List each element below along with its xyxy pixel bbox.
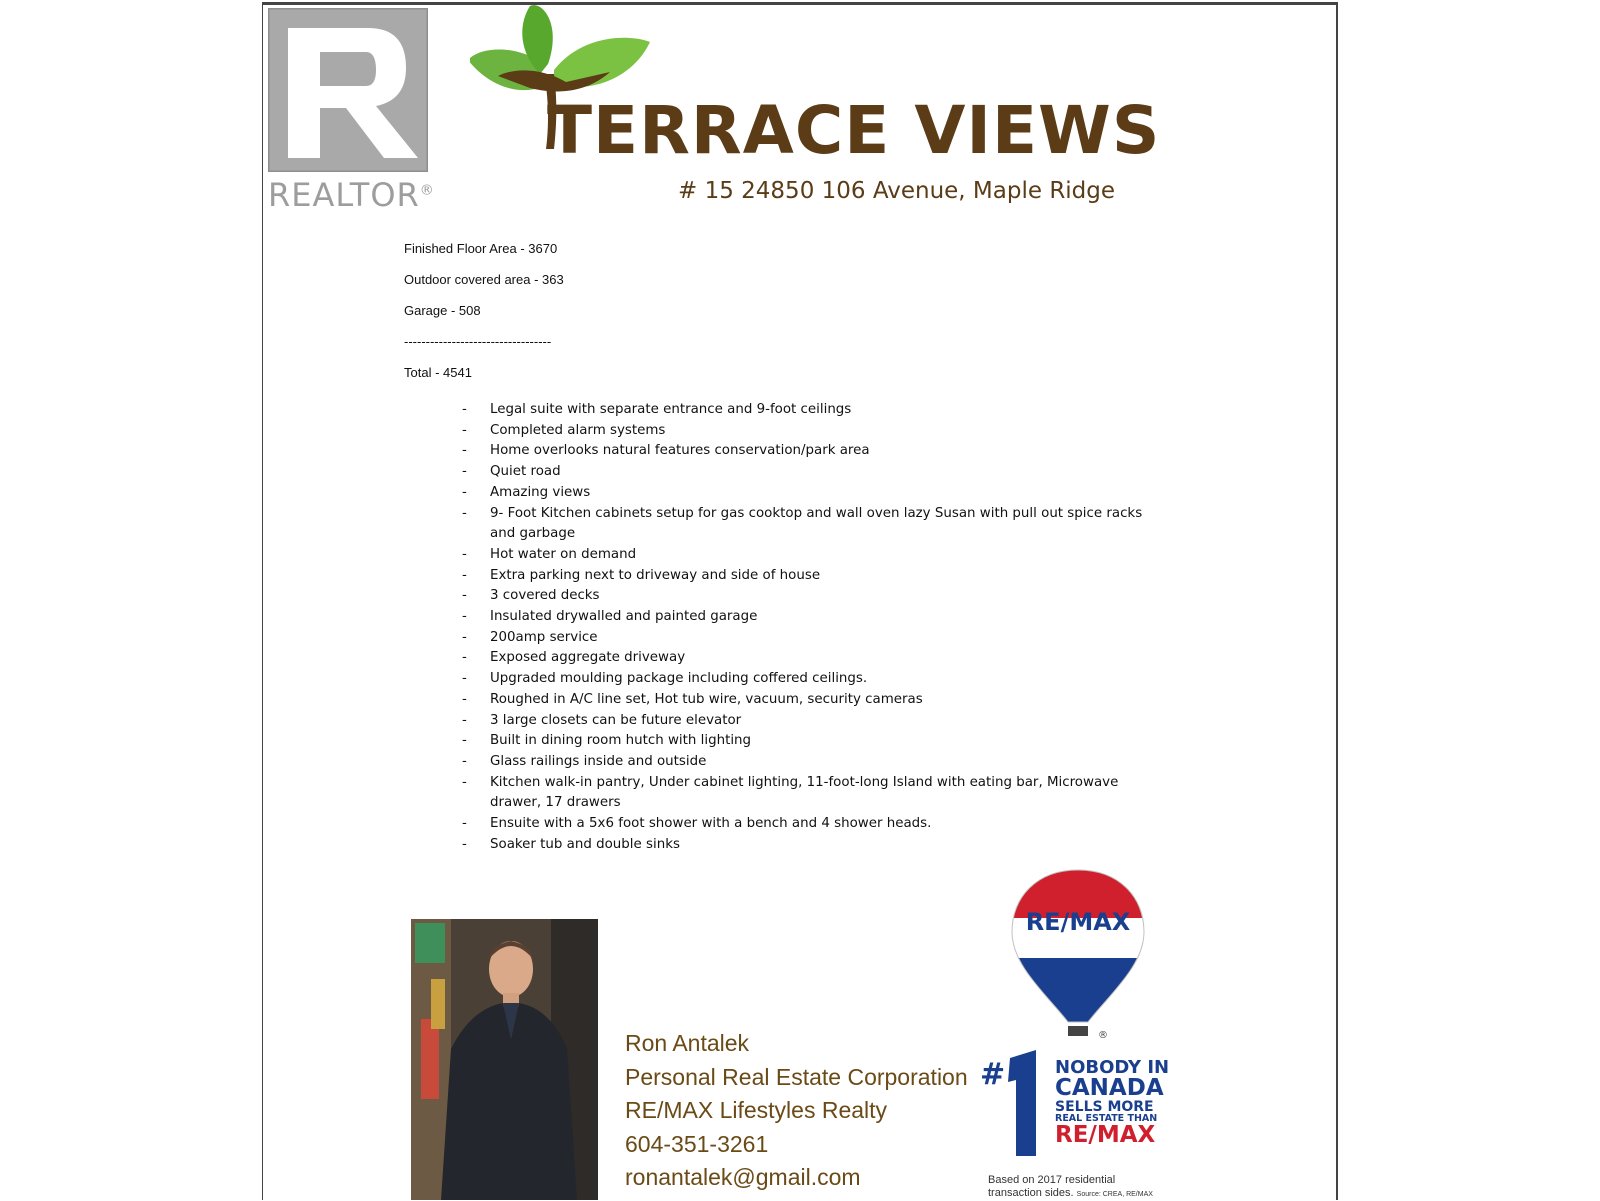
feature-item: - 3 large closets can be future elevator bbox=[460, 711, 1160, 732]
feature-list bbox=[460, 400, 1160, 855]
nobody-line5: RE/MAX bbox=[1055, 1121, 1156, 1148]
feature-item: - Extra parking next to driveway and side of house bbox=[460, 566, 1160, 587]
feature-item: - Insulated drywalled and painted garage bbox=[460, 607, 1160, 628]
total-area: Total - 4541 bbox=[404, 365, 472, 380]
agent-brokerage: RE/MAX Lifestyles Realty bbox=[625, 1097, 888, 1123]
feature-item: - 200amp service bbox=[460, 628, 1160, 649]
balloon-registered-mark: ® bbox=[1098, 1030, 1108, 1041]
nobody-line4: REAL ESTATE THAN bbox=[1055, 1113, 1158, 1124]
feature-item: - Upgraded moulding package including coffered ceilings. bbox=[460, 669, 1160, 690]
agent-corporation: Personal Real Estate Corporation bbox=[625, 1063, 968, 1090]
agent-phone[interactable]: 604-351-3261 bbox=[625, 1130, 769, 1157]
remax-balloon-icon bbox=[1008, 866, 1148, 1046]
feature-item: - Hot water on demand bbox=[460, 545, 1160, 566]
rank-hash: # bbox=[980, 1057, 1006, 1092]
feature-item: - Built in dining room hutch with lighting bbox=[460, 731, 1160, 752]
feature-item: - Exposed aggregate driveway bbox=[460, 648, 1160, 669]
feature-item: - Glass railings inside and outside bbox=[460, 752, 1160, 773]
feature-item: - Home overlooks natural features conservation/park area bbox=[460, 441, 1160, 462]
agent-name: Ron Antalek bbox=[625, 1030, 750, 1056]
page-title: TERRACE VIEWS bbox=[547, 92, 1161, 169]
rank-one bbox=[1008, 1050, 1036, 1156]
agent-photo bbox=[411, 919, 598, 1200]
footnote-source: Source: CREA, RE/MAX bbox=[1076, 1191, 1153, 1198]
footnote-line1: Based on 2017 residential bbox=[988, 1174, 1116, 1186]
nobody-line2: CANADA bbox=[1055, 1075, 1164, 1101]
feature-item: - Quiet road bbox=[460, 462, 1160, 483]
finished-floor-area: Finished Floor Area - 3670 bbox=[404, 241, 558, 256]
garage-area: Garage - 508 bbox=[404, 303, 481, 318]
feature-item: - 9- Foot Kitchen cabinets setup for gas cooktop and wall oven lazy Susan with pull out spice racks and garbage bbox=[460, 504, 1160, 545]
feature-item: - Kitchen walk-in pantry, Under cabinet lighting, 11-foot-long Island with eating bar, Microwave drawer, 17 drawers bbox=[460, 773, 1160, 814]
realtor-wordmark: REALTOR® bbox=[268, 176, 435, 214]
feature-item: - Completed alarm systems bbox=[460, 421, 1160, 442]
footnote-line2: transaction sides. bbox=[988, 1187, 1074, 1199]
realtor-logo bbox=[268, 8, 446, 218]
property-address: # 15 24850 106 Avenue, Maple Ridge bbox=[678, 178, 1116, 204]
nobody-in-canada-text bbox=[1055, 1059, 1169, 1147]
balloon-text: RE/MAX bbox=[1025, 908, 1131, 936]
remax-footnote bbox=[988, 1174, 1153, 1201]
feature-item: - Amazing views bbox=[460, 483, 1160, 504]
outdoor-covered-area: Outdoor covered area - 363 bbox=[404, 272, 564, 287]
feature-item: - 3 covered decks bbox=[460, 586, 1160, 607]
feature-item: - Soaker tub and double sinks bbox=[460, 835, 1160, 856]
agent-email[interactable]: ronantalek@gmail.com bbox=[625, 1164, 861, 1190]
feature-item: - Legal suite with separate entrance and 9-foot ceilings bbox=[460, 400, 1160, 421]
agent-contact bbox=[625, 1027, 968, 1195]
nobody-line3: SELLS MORE bbox=[1055, 1099, 1154, 1115]
nobody-line1: NOBODY IN bbox=[1055, 1057, 1170, 1078]
realtor-r-icon bbox=[268, 8, 428, 172]
feature-item: - Ensuite with a 5x6 foot shower with a bench and 4 shower heads. bbox=[460, 814, 1160, 835]
divider-line: ---------------------------------- bbox=[404, 334, 552, 349]
feature-item: - Roughed in A/C line set, Hot tub wire, vacuum, security cameras bbox=[460, 690, 1160, 711]
